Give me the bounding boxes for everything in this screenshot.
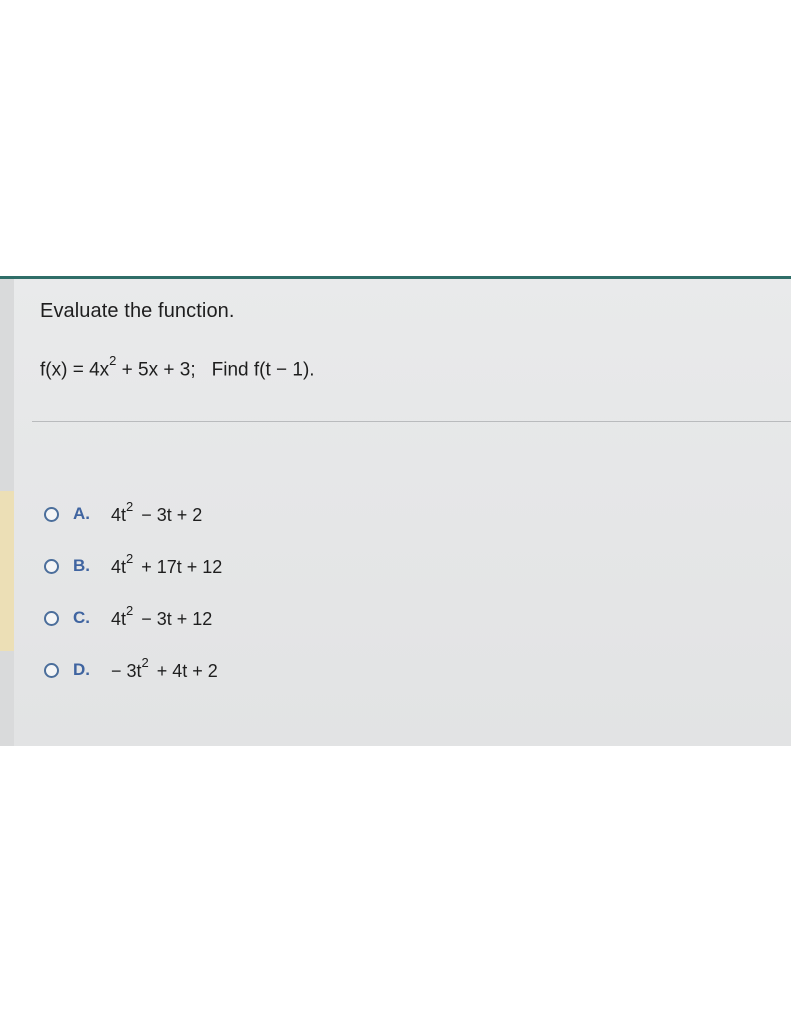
question-expression xyxy=(40,353,315,381)
radio-button-icon[interactable] xyxy=(44,507,59,522)
option-b[interactable] xyxy=(44,540,444,592)
option-letter: D. xyxy=(73,660,90,679)
header-accent-rule xyxy=(0,276,791,279)
radio-button-icon[interactable] xyxy=(44,559,59,574)
answer-highlight-strip xyxy=(0,491,14,651)
option-d[interactable] xyxy=(44,644,444,696)
function-definition-exponent: 2 xyxy=(109,353,117,368)
question-title: Evaluate the function. xyxy=(40,300,235,322)
function-definition-suffix: + 5x + 3; xyxy=(116,359,196,381)
question-panel xyxy=(0,276,791,746)
radio-button-icon[interactable] xyxy=(44,663,59,678)
option-expression: $4t^2 + 17t + 12$ xyxy=(111,551,223,577)
option-a[interactable] xyxy=(44,488,444,540)
option-letter: B. xyxy=(73,556,90,575)
option-expression: $4t^2 - 3t + 2$ xyxy=(111,499,203,525)
find-instruction: Find f(t − 1). xyxy=(211,359,315,381)
section-divider xyxy=(32,421,791,422)
option-c[interactable] xyxy=(44,592,444,644)
answer-options xyxy=(44,488,444,696)
function-definition-prefix: f(x) = 4x xyxy=(40,359,110,381)
option-letter: A. xyxy=(73,504,90,523)
option-letter: C. xyxy=(73,608,90,627)
radio-button-icon[interactable] xyxy=(44,611,59,626)
option-expression: $4t^2 - 3t + 12$ xyxy=(111,603,213,629)
option-expression: − $3t^2 + 4t + 2$ xyxy=(111,655,218,681)
